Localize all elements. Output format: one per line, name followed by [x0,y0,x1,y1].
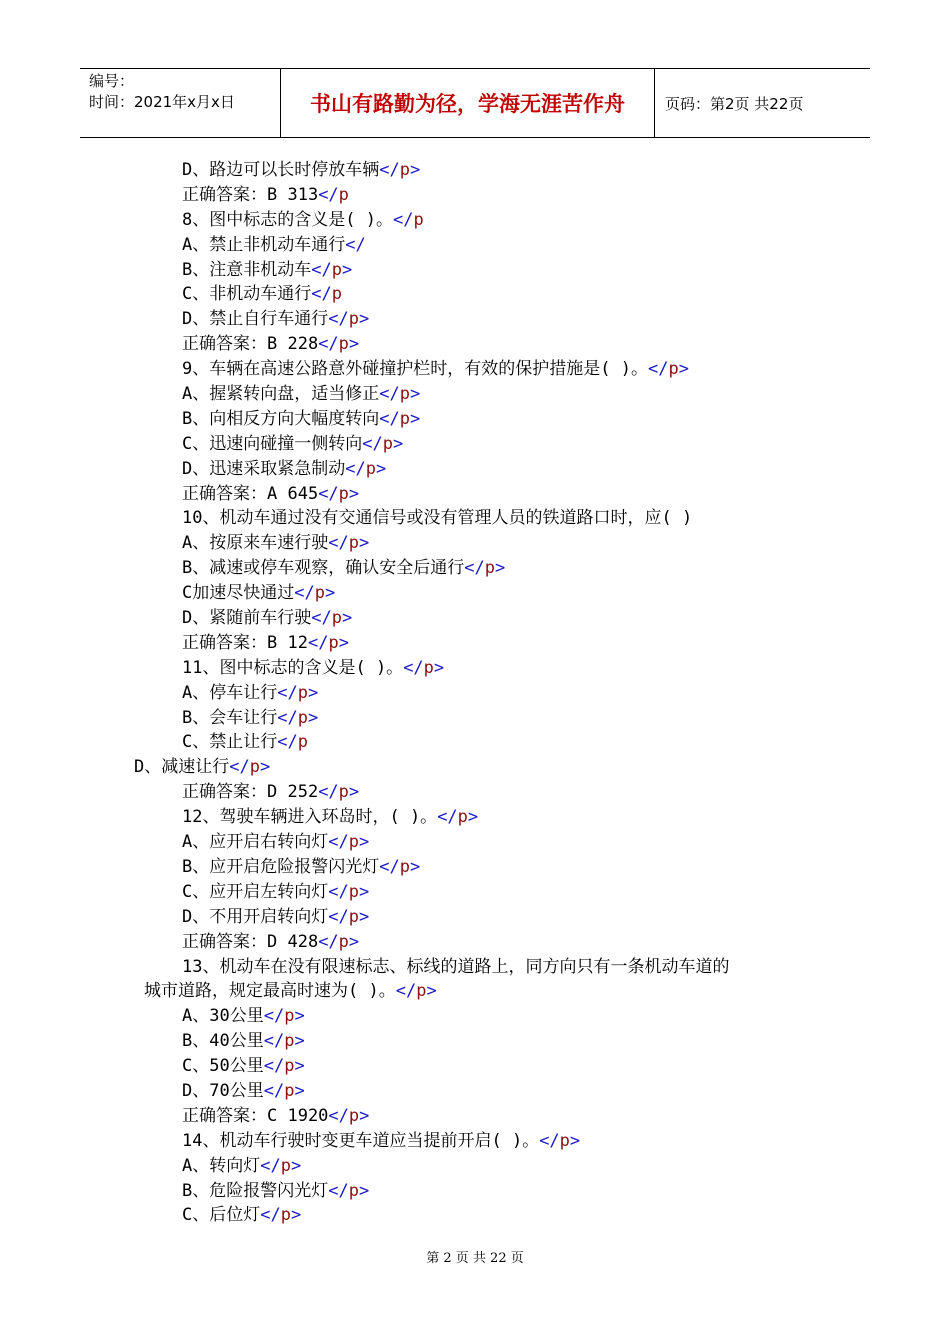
tag-open: </ [277,707,298,728]
text-line [182,805,862,830]
tag-close: > [341,259,353,280]
text-line [182,656,862,681]
tag-close: > [294,1080,305,1101]
tag-close: > [433,657,445,678]
line-text: 正确答案：B 228 [182,334,319,355]
tag-name: p [314,583,325,604]
text-line [182,531,862,556]
text-line [182,158,862,183]
tag-open: </ [318,782,339,803]
tag-name: p [423,657,434,678]
tag-open: </ [263,1031,285,1052]
line-text: B、注意非机动车 [182,259,312,280]
tag-close: > [307,682,319,703]
tag-close: > [290,1205,302,1226]
tag-open: </ [318,184,339,205]
tag-close: > [348,483,360,504]
tag-close: > [358,533,370,554]
tag-name: p [280,1205,291,1226]
text-line [182,382,862,407]
tag-close: > [348,782,360,803]
header-meta [80,69,281,137]
text-line [182,183,862,208]
text-line [182,357,862,382]
line-text: C、50公里 [182,1056,264,1077]
tag-open: </ [328,1180,349,1201]
tag-name: p [280,1155,291,1176]
text-line [182,681,862,706]
tag-name: p [338,184,349,205]
tag-name: p [338,782,349,803]
tag-name: p [484,558,495,579]
line-text: C、迅速向碰撞一侧转向 [182,433,363,454]
tag-name: p [382,433,393,454]
tag-open: </ [379,160,400,180]
text-line [182,606,862,631]
tag-close: > [358,1180,370,1201]
tag-close: > [338,632,349,653]
tag-close: > [409,856,421,877]
tag-open: </ [345,234,366,255]
line-text: 城市道路，规定最高时速为( )。 [144,981,396,1002]
tag-open: </ [307,632,329,653]
tag-name: p [338,483,349,504]
tag-open: </ [395,981,417,1002]
text-line [182,955,862,980]
text-line [182,1079,862,1104]
line-text: C、禁止让行 [182,732,278,753]
tag-open: </ [318,483,339,504]
tag-open: </ [328,533,349,554]
text-line [182,457,862,482]
tag-close: > [358,881,370,902]
text-line [182,332,862,357]
tag-open: </ [328,832,349,853]
tag-name: p [399,856,410,877]
text-line [182,905,862,930]
line-text: D、紧随前车行驶 [182,608,312,629]
tag-close: > [359,1105,370,1126]
tag-name: p [348,832,359,853]
text-line [182,1104,862,1129]
tag-close: > [358,832,370,853]
tag-close: > [294,1056,305,1077]
text-line [182,730,862,755]
tag-open: </ [277,682,298,703]
tag-name: p [399,408,410,429]
tag-close: > [426,981,437,1002]
line-text: 8、图中标志的含义是( )。 [182,209,393,230]
line-text: 10、机动车通过没有交通信号或没有管理人员的铁道路口时，应( ) [182,508,693,529]
tag-name: p [457,807,468,828]
text-line [144,979,862,1004]
tag-name: p [399,384,410,405]
line-text: A、转向灯 [182,1155,261,1176]
text-line [182,631,862,656]
line-text: C、后位灯 [182,1205,261,1226]
tag-close: > [294,1031,305,1052]
tag-close: > [341,608,353,629]
tag-name: p [284,1006,295,1027]
text-line [182,506,862,531]
tag-close: > [307,707,319,728]
line-text: 12、驾驶车辆进入环岛时，( )。 [182,807,438,828]
tag-name: p [416,981,427,1002]
text-line [134,755,862,780]
line-text: 9、车辆在高速公路意外碰撞护栏时，有效的保护措施是( )。 [182,359,648,380]
tag-close: > [678,359,689,380]
tag-open: </ [403,657,424,678]
line-text: 正确答案：B 12 [182,632,308,653]
line-text: 正确答案：D 428 [182,931,319,952]
tag-open: </ [318,931,339,952]
text-line [182,880,862,905]
line-text: C、应开启左转向灯 [182,881,329,902]
tag-name: p [338,334,349,355]
tag-open: </ [328,906,349,927]
tag-name: p [331,608,342,629]
tag-close: > [348,334,360,355]
tag-open: </ [328,881,349,902]
tag-open: </ [345,458,366,479]
tag-open: </ [311,259,332,280]
tag-name: p [348,881,359,902]
tag-open: </ [362,433,383,454]
text-line [182,706,862,731]
line-text: C加速尽快通过 [182,583,295,604]
tag-open: </ [328,309,349,330]
tag-name: p [348,1105,360,1126]
header-page-info: 页码：第2页 共22页 [665,94,804,113]
tag-name: p [331,259,342,280]
tag-close: > [494,558,506,579]
tag-close: > [348,931,360,952]
line-text: B、危险报警闪光灯 [182,1180,329,1201]
tag-open: </ [294,583,315,604]
text-line [182,1203,862,1228]
tag-open: </ [437,807,458,828]
text-line [182,1129,862,1154]
line-text: B、40公里 [182,1031,264,1052]
line-text: A、应开启右转向灯 [182,832,329,853]
line-text: 正确答案：A 645 [182,483,319,504]
text-line [182,307,862,332]
tag-name: p [284,1031,295,1052]
line-text: D、禁止自行车通行 [182,309,329,330]
line-text: B、应开启危险报警闪光灯 [182,856,380,877]
line-text: D、70公里 [182,1080,264,1101]
tag-close: > [294,1006,305,1027]
tag-close: > [409,160,421,180]
tag-name: p [328,632,339,653]
tag-open: </ [311,284,332,305]
tag-open: </ [263,1056,285,1077]
line-text: 正确答案：D 252 [182,782,319,803]
tag-open: </ [647,359,669,380]
text-line [182,581,862,606]
line-text: C、非机动车通行 [182,284,312,305]
tag-open: </ [464,558,485,579]
tag-open: </ [392,209,414,230]
text-line [182,855,862,880]
tag-name: p [413,209,424,230]
tag-close: > [409,408,421,429]
tag-open: </ [277,732,298,753]
text-line [182,407,862,432]
line-text: 正确答案：B 313 [182,184,319,205]
header-motto: 书山有路勤为径，学海无涯苦作舟 [281,69,655,137]
tag-name: p [559,1130,570,1151]
tag-close: > [467,807,479,828]
tag-close: > [569,1130,581,1151]
tag-name: p [348,533,359,554]
line-text: D、路边可以长时停放车辆 [182,160,380,180]
text-line [182,930,862,955]
tag-name: p [249,757,260,778]
text-line [182,1179,862,1204]
page-footer: 第 2 页 共 22 页 [426,1251,524,1266]
document-body [134,158,862,1228]
tag-close: > [375,458,387,479]
tag-open: </ [311,608,332,629]
text-line [182,258,862,283]
time-label: 时间：2021年x月x日 [89,93,235,111]
tag-name: p [284,1056,295,1077]
line-text: B、减速或停车观察，确认安全后通行 [182,558,465,579]
tag-close: > [324,583,336,604]
line-text: A、握紧转向盘，适当修正 [182,384,380,405]
tag-open: </ [328,1105,349,1126]
tag-name: p [338,931,349,952]
tag-name: p [348,906,359,927]
line-text: 13、机动车在没有限速标志、标线的道路上，同方向只有一条机动车道的 [182,956,730,977]
text-line [182,233,862,258]
line-text: 11、图中标志的含义是( )。 [182,657,404,678]
tag-open: </ [260,1155,281,1176]
text-line [182,1154,862,1179]
code-label: 编号： [89,72,135,90]
tag-name: p [348,309,359,330]
tag-open: </ [379,384,400,405]
tag-open: </ [379,408,400,429]
tag-close: > [358,309,370,330]
tag-open: </ [263,1006,285,1027]
line-text: 14、机动车行驶时变更车道应当提前开启( )。 [182,1130,540,1151]
text-line [182,1029,862,1054]
line-text: A、30公里 [182,1006,264,1027]
tag-name: p [297,682,308,703]
tag-open: </ [318,334,339,355]
text-line [182,1054,862,1079]
line-text: A、停车让行 [182,682,278,703]
tag-name: p [348,1180,359,1201]
tag-close: > [259,757,271,778]
tag-close: > [358,906,370,927]
text-line [182,780,862,805]
tag-open: </ [260,1205,281,1226]
text-line [182,830,862,855]
text-line [182,282,862,307]
tag-name: p [365,458,376,479]
text-line [182,1004,862,1029]
page-header [80,68,870,138]
text-line [182,482,862,507]
line-text: D、迅速采取紧急制动 [182,458,346,479]
tag-open: </ [263,1080,285,1101]
tag-name: p [297,707,308,728]
tag-name: p [399,160,410,180]
tag-open: </ [229,757,250,778]
line-text: D、不用开启转向灯 [182,906,329,927]
text-line [182,208,862,233]
text-line [182,556,862,581]
line-text: A、禁止非机动车通行 [182,234,346,255]
line-text: B、向相反方向大幅度转向 [182,408,380,429]
line-text: 正确答案：C 1920 [182,1105,329,1126]
text-line [182,432,862,457]
line-text: D、减速让行 [134,757,230,778]
tag-name: p [331,284,342,305]
tag-close: > [409,384,421,405]
tag-name: p [284,1080,295,1101]
tag-close: > [392,433,404,454]
tag-name: p [297,732,308,753]
tag-close: > [290,1155,302,1176]
tag-name: p [668,359,679,380]
tag-open: </ [539,1130,560,1151]
line-text: A、按原来车速行驶 [182,533,329,554]
line-text: B、会车让行 [182,707,278,728]
tag-open: </ [379,856,400,877]
